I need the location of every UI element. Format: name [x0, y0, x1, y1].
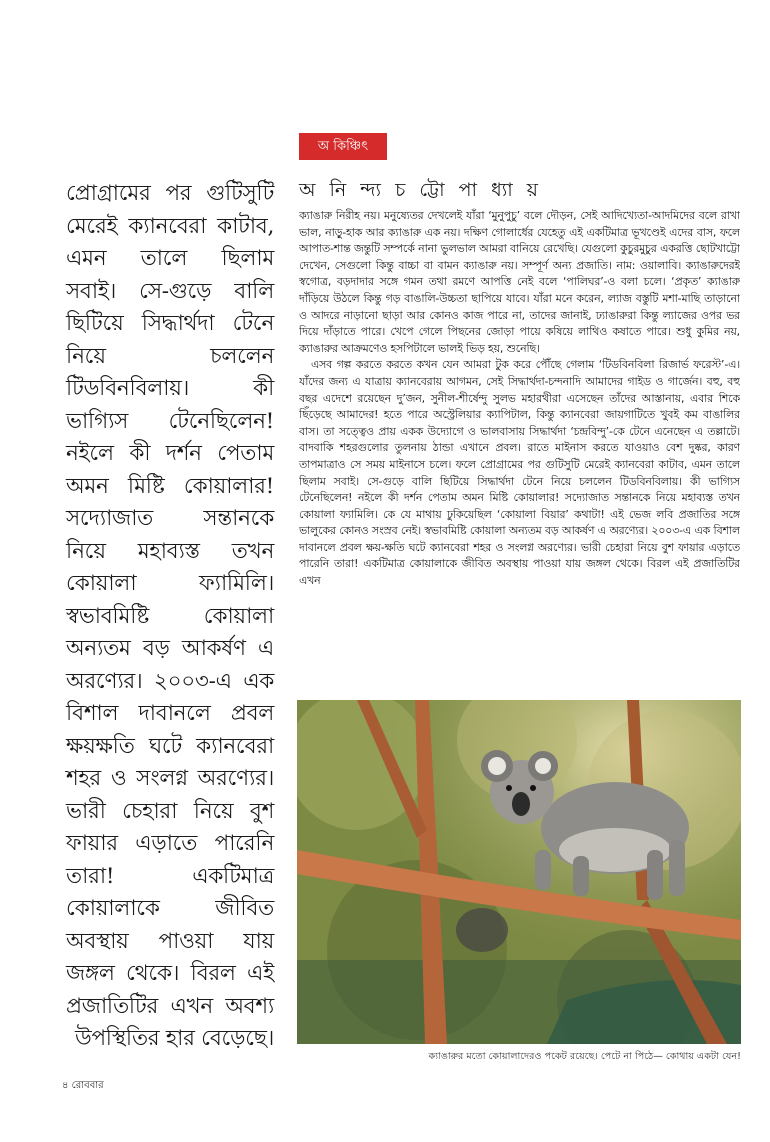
section-tag: অ কিঞ্চিৎ: [299, 133, 387, 160]
photo-caption: ক্যাঙারুর মতো কোয়ালাদেরও পকেট রয়েছে। পেটে না পিঠে— কোথায় একটা যেন!: [428, 1051, 741, 1062]
author-byline: অ নি ন্দ্য চ ট্টো পা ধ্যা য়: [299, 179, 542, 201]
koala-photo-illustration: [297, 700, 741, 1044]
body-paragraph: এসব গল্প করতে করতে কখন যেন আমরা টুক করে পৌঁছে গেলাম ‘টিডবিনবিলা রিজার্ভ ফরেস্ট’-এ। যাঁদের জন্য এ যাত্রায় ক্যানবেরায় আগমন, সেই সিদ্ধার্থদা-চন্দনাদি আমাদের গাইড ও গার্জেন। বহু, বহু বছর এদেশে রয়েছেন দু’জন, সুনীল-শীর্ষেন্দু সুলভ মহারথীরা এসেছেন তাঁদের আস্তানায়, এবার শিকে ছিঁড়েছে আমাদের! হতে পারে অস্ট্রেলিয়ার ক্যাপিটাল, কিন্তু ক্যানবেরা জায়গাটিতে খুবই কম বাঙালির বাস। তা সত্ত্বেও প্রায় একক উদ্যোগে ও ভালবাসায় সিদ্ধার্থদা ‘চন্দ্রবিন্দু’-কে টেনে এনেছেন এ তল্লাটে। বাদবাকি শহরগুলোর তুলনায় ঠান্ডা এখানে প্রবল। রাতে মাইনাস করতে যাওয়াও বেশ দুষ্কর, কারণ তাপমাত্রাও সে সময় মাইনাসে চলে। ফলে প্রোগ্রামের পর গুটিসুটি মেরেই ক্যানবেরা কাটাব, এমন তালে ছিলাম সবাই। সে-গুড়ে বালি ছিটিয়ে সিদ্ধার্থদা টেনে নিয়ে চললেন টিডবিনবিলায়। কী ভাগ্যিস টেনেছিলেন! নইলে কী দর্শন পেতাম অমন মিষ্টি কোয়ালার! সদ্যোজাত সন্তানকে নিয়ে মহাব্যস্ত তখন কোয়ালা ফ্যামিলি। কে যে মাথায় ঢুকিয়েছিল ‘কোয়ালা বিয়ার’ কথাটা! এই ভেজ লবি প্রজাতির সঙ্গে ভালুকের কোনও সংস্রব নেই। স্বভাবমিষ্টি কোয়ালা অন্যতম বড় আকর্ষণ এ অরণ্যের। ২০০৩-এ এক বিশাল দাবানলে প্রবল ক্ষয়-ক্ষতি ঘটে ক্যানবেরা শহর ও সংলগ্ন অরণ্যের। ভারী চেহারা নিয়ে বুশ ফায়ার এড়াতে পারেনি তারা! একটিমাত্র কোয়ালাকে জীবিত অবস্থায় পাওয়া যায় জঙ্গল থেকে। বিরল এই প্রজাতিটির এখন: [299, 358, 740, 588]
koala-photo: [297, 700, 741, 1044]
baby-koala: [456, 908, 508, 952]
pull-quote: প্রোগ্রামের পর গুটিসুটি মেরেই ক্যানবেরা কাটাব, এমন তালে ছিলাম সবাই। সে-গুড়ে বালি ছিটিয়ে সিদ্ধার্থদা টেনে নিয়ে চললেন টিডবিনবিলায়। কী ভাগ্যিস টেনেছিলেন! নইলে কী দর্শন পেতাম অমন মিষ্টি কোয়ালার! সদ্যোজাত সন্তানকে নিয়ে মহাব্যস্ত তখন কোয়ালা ফ্যামিলি। স্বভাবমিষ্টি কোয়ালা অন্যতম বড় আকর্ষণ এ অরণ্যের। ২০০৩-এ এক বিশাল দাবানলে প্রবল ক্ষয়ক্ষতি ঘটে ক্যানবেরা শহর ও সংলগ্ন অরণ্যের। ভারী চেহারা নিয়ে বুশ ফায়ার এড়াতে পারেনি তারা! একটিমাত্র কোয়ালাকে জীবিত অবস্থায় পাওয়া যায় জঙ্গল থেকে। বিরল এই প্রজাতিটির এখন অবশ্য উপস্থিতির হার বেড়েছে।: [66, 181, 274, 1051]
article-body: [299, 208, 740, 686]
body-paragraph: ক্যাঙারু নিরীহ নয়। মনুষ্যেতর দেখলেই যাঁরা ‘মুনুপুচু’ বলে দৌড়ন, সেই আদিখ্যেতা-আদমিদের বলে রাখা ভাল, নাড়ু-হাক আর ক্যাঙারু এক নয়। দক্ষিণ গোলার্ধের যেহেতু এই একটিমাত্র ভূখণ্ডেই এদের বাস, ফলে আপাত-শান্ত জন্তুটি সম্পর্কে নানা ভুলভাল আমরা বানিয়ে রেখেছি। যেগুলো কুচুরমুচুর একরত্তি ছোটখাট্টো দেখেন, সেগুলো কিন্তু বাচ্চা বা বামন ক্যাঙারু নয়। সম্পূর্ণ অন্য প্রজাতি। নাম: ওয়ালাবি। ক্যাঙারুদেরই স্বগোত্র, বড়দাদার সঙ্গে গমন তথা রমণে আপত্তি নেই বলে ‘পালিঘর’-ও বলা চলে। ‘প্রকৃত’ ক্যাঙারু দাঁড়িয়ে উঠলে কিন্তু গড় বাঙালি-উচ্চতা ছাপিয়ে যাবে। যাঁরা মনে করেন, ল্যাজ বস্তুটি মশা-মাছি তাড়ানো ও আদরে নাড়ানো ছাড়া আর কোনও কাজ পারে না, তাদের জানাই, ঢ্যাঙারুরা কিন্তু ল্যাজের ওপর ভর দিয়ে দাঁড়াতে পারে। খেপে গেলে পিছনের জোড়া পায়ে কষিয়ে লাথিও কষাতে পারে। শুধু কুমির নয়, ক্যাঙারুর আক্রমণেও হসপিটালে ভালই ভিড় হয়, শুনেছি।: [299, 209, 740, 355]
page-folio: ৪ রোববার: [62, 1080, 104, 1091]
